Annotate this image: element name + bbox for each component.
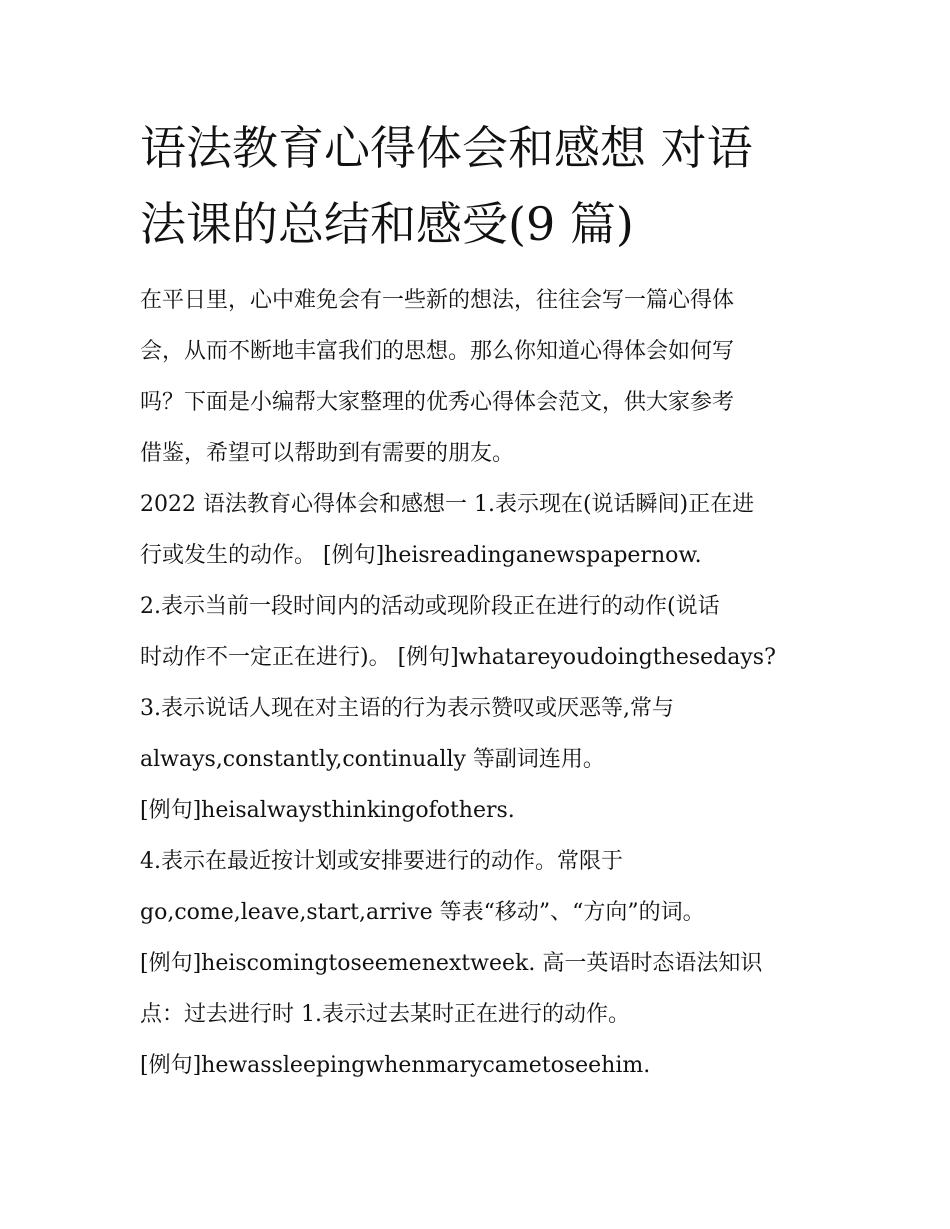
body-line: 3.表示说话人现在对主语的行为表示赞叹或厌恶等,常与 [140, 696, 674, 721]
body-line: 会，从而不断地丰富我们的思想。那么你知道心得体会如何写 [140, 339, 735, 364]
body-line: 吗？下面是小编帮大家整理的优秀心得体会范文，供大家参考 [140, 390, 735, 415]
document-body [140, 275, 820, 1091]
body-line: 2.表示当前一段时间内的活动或现阶段正在进行的动作(说话 [140, 594, 720, 619]
body-line: 时动作不一定正在进行)。 [例句]whatareyoudoingthesedays? [140, 645, 776, 670]
title-line: 语法教育心得体会和感想 对语 [140, 121, 753, 175]
body-line: go,come,leave,start,arrive 等表“移动”、“方向”的词。 [140, 900, 705, 925]
body-line: [例句]hewassleepingwhenmarycametoseehim. [140, 1053, 651, 1078]
title-line: 法课的总结和感受(9 篇) [140, 197, 634, 251]
body-line: 在平日里，心中难免会有一些新的想法，往往会写一篇心得体 [140, 288, 735, 313]
body-line: 2022 语法教育心得体会和感想一 1.表示现在(说话瞬间)正在进 [140, 492, 755, 517]
body-line: 点：过去进行时 1.表示过去某时正在进行的动作。 [140, 1002, 630, 1027]
document-title [140, 110, 820, 262]
body-line: always,constantly,continually 等副词连用。 [140, 747, 605, 772]
body-line: 借鉴，希望可以帮助到有需要的朋友。 [140, 441, 515, 466]
body-line: [例句]heiscomingtoseemenextweek. 高一英语时态语法知识 [140, 951, 763, 976]
body-line: [例句]heisalwaysthinkingofothers. [140, 798, 515, 823]
body-line: 行或发生的动作。 [例句]heisreadinganewspapernow. [140, 543, 702, 568]
body-line: 4.表示在最近按计划或安排要进行的动作。常限于 [140, 849, 623, 874]
